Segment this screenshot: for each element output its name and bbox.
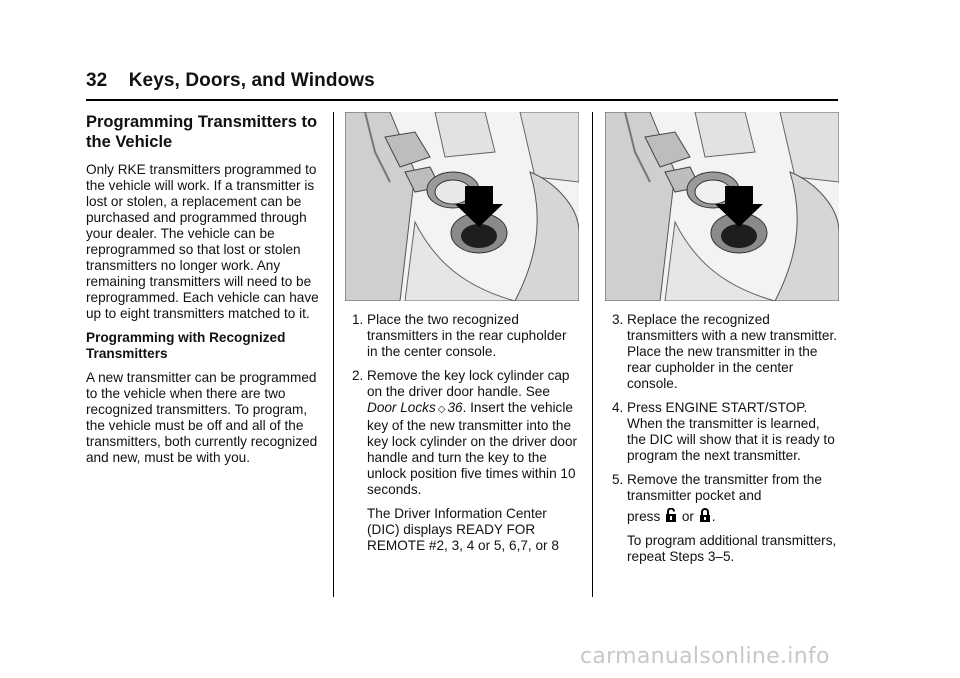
body-paragraph: A new transmitter can be programmed to the vehicle when there are two recognized transmitters. To program, the vehicle must be off and all of the transmitters, both currently recognized and new, must be with you. — [86, 370, 318, 465]
step-text: Place the two recognized transmitters in the rear cupholder in the center console. — [367, 312, 567, 359]
header-rule — [86, 99, 838, 101]
step-3 — [604, 312, 839, 392]
column-2 — [344, 312, 579, 562]
column-divider-1 — [333, 112, 334, 597]
page-reference-link[interactable]: Door Locks — [367, 400, 436, 415]
steps-list-a — [344, 312, 579, 498]
page-header — [86, 70, 375, 92]
remote-lock-icon — [699, 508, 711, 523]
or-word: or — [681, 509, 694, 524]
section-title: Programming Transmitters to the Vehicle — [86, 113, 318, 151]
step-4 — [604, 400, 839, 464]
remote-unlock-icon — [665, 508, 677, 523]
step-2-note: The Driver Information Center (DIC) displays READY FOR REMOTE #2, 3, 4 or 5, 6,7, or 8 — [367, 506, 559, 553]
step-number: 2. — [352, 368, 364, 383]
column-3 — [604, 312, 839, 573]
step-number: 3. — [612, 312, 624, 327]
step-text: Remove the key lock cylinder cap on the driver door handle. See — [367, 368, 570, 399]
page-number: 32 — [86, 70, 108, 91]
intro-paragraph: Only RKE transmitters programmed to the vehicle will work. If a transmitter is lost or stolen, a replacement can be purchased and programmed through your dealer. The vehicle can be reprogrammed so that lost or stolen transmitters no longer work. Any remaining transmitters will need to be reprogrammed. Each vehicle can have up to eight transmitters matched to it. — [86, 162, 319, 321]
steps-list-b — [604, 312, 839, 504]
step-5-note: To program additional transmitters, repeat Steps 3–5. — [627, 533, 837, 564]
column-1 — [86, 112, 324, 474]
step-1 — [344, 312, 579, 360]
step-text: Press ENGINE START/STOP. When the transmitter is learned, the DIC will show that it is ready to program the next transmitter. — [627, 400, 835, 463]
step-number: 1. — [352, 312, 364, 327]
page-reference-arrow-icon: ◇ — [437, 404, 446, 415]
cupholder-illustration-2 — [605, 112, 839, 301]
chapter-title: Keys, Doors, and Windows — [128, 70, 375, 91]
watermark: carmanualsonline.info — [580, 644, 830, 669]
cupholder-drawing — [345, 112, 579, 301]
period: . — [711, 509, 716, 524]
step-5-press-line — [604, 508, 839, 525]
subheading: Programming with Recognized Transmitters — [86, 330, 286, 361]
step-text: Replace the recognized transmitters with a new transmitter. Place the new transmitter in the rear cupholder in the center console. — [627, 312, 838, 391]
page-reference-number[interactable]: 36 — [447, 400, 463, 415]
step-2 — [344, 368, 579, 498]
cupholder-drawing — [605, 112, 839, 301]
column-divider-2 — [592, 112, 593, 597]
step-text: . Insert the vehicle key of the new transmitter into the key lock cylinder on the driver door handle and turn the key to the unlock position five times within 10 seconds. — [367, 400, 578, 497]
step-number: 4. — [612, 400, 624, 415]
step-number: 5. — [612, 472, 624, 487]
step-text: Remove the transmitter from the transmitter pocket and — [627, 472, 822, 503]
cupholder-illustration-1 — [345, 112, 579, 301]
step-5 — [604, 472, 839, 504]
press-word: press — [627, 509, 661, 524]
